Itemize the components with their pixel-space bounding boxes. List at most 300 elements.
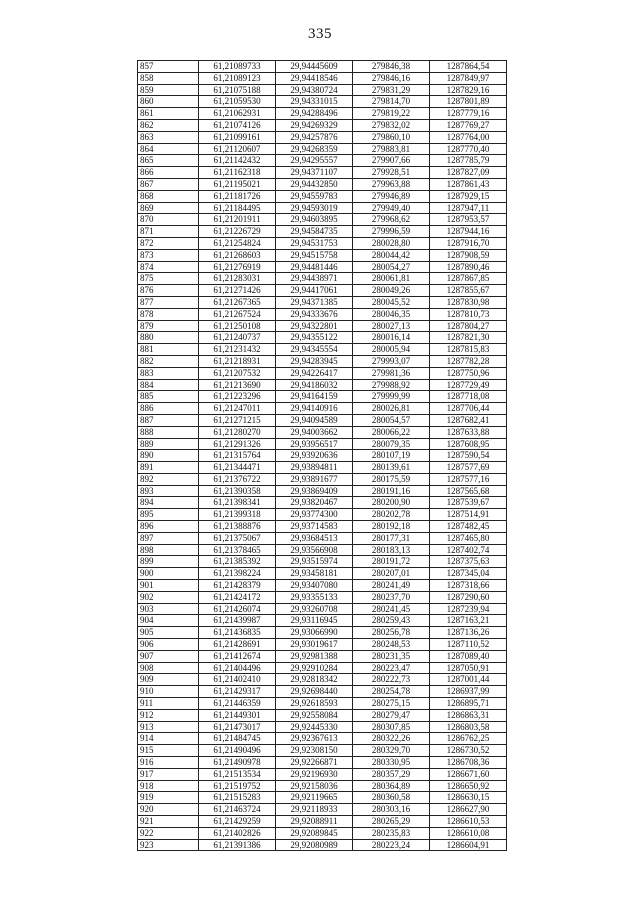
x-coordinate-cell: 280045,52 [353, 296, 430, 308]
y-coordinate-cell: 1286650,92 [430, 780, 507, 792]
point-number-cell: 921 [138, 816, 199, 828]
table-row [138, 839, 507, 851]
longitude-cell: 29,93820467 [276, 497, 353, 509]
table-row [138, 615, 507, 627]
point-number-cell: 898 [138, 544, 199, 556]
longitude-cell: 29,92698440 [276, 686, 353, 698]
y-coordinate-cell: 1287801,89 [430, 96, 507, 108]
latitude-cell: 61,21059530 [199, 96, 276, 108]
table-row [138, 332, 507, 344]
point-number-cell: 903 [138, 603, 199, 615]
x-coordinate-cell: 280222,73 [353, 674, 430, 686]
y-coordinate-cell: 1287769,27 [430, 119, 507, 131]
y-coordinate-cell: 1287239,94 [430, 603, 507, 615]
latitude-cell: 61,21388876 [199, 521, 276, 533]
point-number-cell: 857 [138, 61, 199, 73]
longitude-cell: 29,93116945 [276, 615, 353, 627]
latitude-cell: 61,21271426 [199, 285, 276, 297]
latitude-cell: 61,21181726 [199, 190, 276, 202]
point-number-cell: 891 [138, 462, 199, 474]
y-coordinate-cell: 1287482,45 [430, 521, 507, 533]
point-number-cell: 910 [138, 686, 199, 698]
y-coordinate-cell: 1287830,98 [430, 296, 507, 308]
x-coordinate-cell: 279949,40 [353, 202, 430, 214]
y-coordinate-cell: 1287750,96 [430, 367, 507, 379]
table-row [138, 674, 507, 686]
table-row [138, 273, 507, 285]
y-coordinate-cell: 1287815,83 [430, 344, 507, 356]
table-row [138, 296, 507, 308]
table-row [138, 721, 507, 733]
y-coordinate-cell: 1286630,15 [430, 792, 507, 804]
longitude-cell: 29,94593019 [276, 202, 353, 214]
table-row [138, 344, 507, 356]
y-coordinate-cell: 1287718,08 [430, 391, 507, 403]
latitude-cell: 61,21267365 [199, 296, 276, 308]
x-coordinate-cell: 280183,13 [353, 544, 430, 556]
latitude-cell: 61,21429317 [199, 686, 276, 698]
longitude-cell: 29,93407080 [276, 580, 353, 592]
point-number-cell: 865 [138, 155, 199, 167]
point-number-cell: 875 [138, 273, 199, 285]
x-coordinate-cell: 280223,47 [353, 662, 430, 674]
point-number-cell: 905 [138, 627, 199, 639]
point-number-cell: 908 [138, 662, 199, 674]
x-coordinate-cell: 280192,18 [353, 521, 430, 533]
longitude-cell: 29,94417061 [276, 285, 353, 297]
y-coordinate-cell: 1287706,44 [430, 403, 507, 415]
point-number-cell: 872 [138, 237, 199, 249]
latitude-cell: 61,21120607 [199, 143, 276, 155]
y-coordinate-cell: 1287804,27 [430, 320, 507, 332]
x-coordinate-cell: 279846,38 [353, 61, 430, 73]
table-row [138, 249, 507, 261]
table-row [138, 84, 507, 96]
longitude-cell: 29,93684513 [276, 532, 353, 544]
x-coordinate-cell: 280241,45 [353, 603, 430, 615]
point-number-cell: 919 [138, 792, 199, 804]
longitude-cell: 29,94186032 [276, 379, 353, 391]
table-row [138, 391, 507, 403]
longitude-cell: 29,92196930 [276, 768, 353, 780]
latitude-cell: 61,21213690 [199, 379, 276, 391]
latitude-cell: 61,21271215 [199, 414, 276, 426]
point-number-cell: 888 [138, 426, 199, 438]
latitude-cell: 61,21404496 [199, 662, 276, 674]
x-coordinate-cell: 279814,70 [353, 96, 430, 108]
latitude-cell: 61,21424172 [199, 591, 276, 603]
longitude-cell: 29,92308150 [276, 745, 353, 757]
x-coordinate-cell: 280027,13 [353, 320, 430, 332]
y-coordinate-cell: 1287539,67 [430, 497, 507, 509]
y-coordinate-cell: 1287944,16 [430, 226, 507, 238]
y-coordinate-cell: 1287810,73 [430, 308, 507, 320]
longitude-cell: 29,94418546 [276, 72, 353, 84]
table-row [138, 450, 507, 462]
y-coordinate-cell: 1287827,09 [430, 167, 507, 179]
point-number-cell: 876 [138, 285, 199, 297]
point-number-cell: 884 [138, 379, 199, 391]
y-coordinate-cell: 1286895,71 [430, 698, 507, 710]
table-row [138, 355, 507, 367]
table-row [138, 662, 507, 674]
longitude-cell: 29,92088911 [276, 816, 353, 828]
coordinates-table [137, 60, 507, 851]
y-coordinate-cell: 1287136,26 [430, 627, 507, 639]
y-coordinate-cell: 1287089,40 [430, 650, 507, 662]
latitude-cell: 61,21463724 [199, 804, 276, 816]
y-coordinate-cell: 1287318,66 [430, 580, 507, 592]
longitude-cell: 29,93515974 [276, 556, 353, 568]
y-coordinate-cell: 1287402,74 [430, 544, 507, 556]
x-coordinate-cell: 279996,59 [353, 226, 430, 238]
table-row [138, 509, 507, 521]
x-coordinate-cell: 280254,78 [353, 686, 430, 698]
y-coordinate-cell: 1287947,11 [430, 202, 507, 214]
longitude-cell: 29,92818342 [276, 674, 353, 686]
table-row [138, 214, 507, 226]
y-coordinate-cell: 1287001,44 [430, 674, 507, 686]
x-coordinate-cell: 280202,78 [353, 509, 430, 521]
x-coordinate-cell: 280364,89 [353, 780, 430, 792]
x-coordinate-cell: 280177,31 [353, 532, 430, 544]
latitude-cell: 61,21142432 [199, 155, 276, 167]
point-number-cell: 882 [138, 355, 199, 367]
longitude-cell: 29,92118933 [276, 804, 353, 816]
longitude-cell: 29,94380724 [276, 84, 353, 96]
table-row [138, 96, 507, 108]
latitude-cell: 61,21231432 [199, 344, 276, 356]
point-number-cell: 901 [138, 580, 199, 592]
y-coordinate-cell: 1286937,99 [430, 686, 507, 698]
x-coordinate-cell: 280265,29 [353, 816, 430, 828]
x-coordinate-cell: 280259,43 [353, 615, 430, 627]
table-row [138, 426, 507, 438]
table-row [138, 698, 507, 710]
latitude-cell: 61,21280270 [199, 426, 276, 438]
y-coordinate-cell: 1287908,59 [430, 249, 507, 261]
y-coordinate-cell: 1287764,00 [430, 131, 507, 143]
y-coordinate-cell: 1286803,58 [430, 721, 507, 733]
y-coordinate-cell: 1287608,95 [430, 438, 507, 450]
point-number-cell: 858 [138, 72, 199, 84]
x-coordinate-cell: 279968,62 [353, 214, 430, 226]
y-coordinate-cell: 1287864,54 [430, 61, 507, 73]
x-coordinate-cell: 280231,35 [353, 650, 430, 662]
point-number-cell: 886 [138, 403, 199, 415]
longitude-cell: 29,94283945 [276, 355, 353, 367]
latitude-cell: 61,21399318 [199, 509, 276, 521]
longitude-cell: 29,93566908 [276, 544, 353, 556]
point-number-cell: 915 [138, 745, 199, 757]
longitude-cell: 29,93869409 [276, 485, 353, 497]
latitude-cell: 61,21207532 [199, 367, 276, 379]
table-row [138, 568, 507, 580]
table-row [138, 167, 507, 179]
point-number-cell: 874 [138, 261, 199, 273]
longitude-cell: 29,94226417 [276, 367, 353, 379]
table-row [138, 580, 507, 592]
longitude-cell: 29,93714583 [276, 521, 353, 533]
x-coordinate-cell: 279988,92 [353, 379, 430, 391]
point-number-cell: 892 [138, 473, 199, 485]
x-coordinate-cell: 280275,15 [353, 698, 430, 710]
table-row [138, 403, 507, 415]
table-row [138, 485, 507, 497]
latitude-cell: 61,21315764 [199, 450, 276, 462]
x-coordinate-cell: 280207,01 [353, 568, 430, 580]
point-number-cell: 923 [138, 839, 199, 851]
table-row [138, 119, 507, 131]
latitude-cell: 61,21074126 [199, 119, 276, 131]
y-coordinate-cell: 1287779,16 [430, 108, 507, 120]
point-number-cell: 871 [138, 226, 199, 238]
point-number-cell: 912 [138, 709, 199, 721]
point-number-cell: 907 [138, 650, 199, 662]
x-coordinate-cell: 279883,81 [353, 143, 430, 155]
y-coordinate-cell: 1287682,41 [430, 414, 507, 426]
latitude-cell: 61,21223296 [199, 391, 276, 403]
point-number-cell: 917 [138, 768, 199, 780]
x-coordinate-cell: 280303,16 [353, 804, 430, 816]
longitude-cell: 29,92119665 [276, 792, 353, 804]
longitude-cell: 29,94531753 [276, 237, 353, 249]
longitude-cell: 29,94322801 [276, 320, 353, 332]
x-coordinate-cell: 279999,99 [353, 391, 430, 403]
table-row [138, 603, 507, 615]
table-row [138, 745, 507, 757]
y-coordinate-cell: 1287110,52 [430, 639, 507, 651]
latitude-cell: 61,21291326 [199, 438, 276, 450]
latitude-cell: 61,21449301 [199, 709, 276, 721]
y-coordinate-cell: 1287821,30 [430, 332, 507, 344]
y-coordinate-cell: 1286627,90 [430, 804, 507, 816]
x-coordinate-cell: 280049,26 [353, 285, 430, 297]
latitude-cell: 61,21195021 [199, 178, 276, 190]
point-number-cell: 873 [138, 249, 199, 261]
table-row [138, 686, 507, 698]
latitude-cell: 61,21268603 [199, 249, 276, 261]
y-coordinate-cell: 1287577,16 [430, 473, 507, 485]
y-coordinate-cell: 1287829,16 [430, 84, 507, 96]
point-number-cell: 918 [138, 780, 199, 792]
y-coordinate-cell: 1287855,67 [430, 285, 507, 297]
point-number-cell: 866 [138, 167, 199, 179]
y-coordinate-cell: 1287633,88 [430, 426, 507, 438]
latitude-cell: 61,21075188 [199, 84, 276, 96]
x-coordinate-cell: 280175,59 [353, 473, 430, 485]
table-row [138, 532, 507, 544]
x-coordinate-cell: 280357,29 [353, 768, 430, 780]
table-row [138, 190, 507, 202]
longitude-cell: 29,93066990 [276, 627, 353, 639]
x-coordinate-cell: 280330,95 [353, 757, 430, 769]
x-coordinate-cell: 279907,66 [353, 155, 430, 167]
latitude-cell: 61,21402410 [199, 674, 276, 686]
latitude-cell: 61,21378465 [199, 544, 276, 556]
table-row [138, 733, 507, 745]
x-coordinate-cell: 280241,49 [353, 580, 430, 592]
x-coordinate-cell: 279993,07 [353, 355, 430, 367]
latitude-cell: 61,21385392 [199, 556, 276, 568]
x-coordinate-cell: 279846,16 [353, 72, 430, 84]
point-number-cell: 881 [138, 344, 199, 356]
table-row [138, 768, 507, 780]
longitude-cell: 29,94355122 [276, 332, 353, 344]
latitude-cell: 61,21390358 [199, 485, 276, 497]
y-coordinate-cell: 1286604,91 [430, 839, 507, 851]
y-coordinate-cell: 1287375,63 [430, 556, 507, 568]
longitude-cell: 29,94331015 [276, 96, 353, 108]
point-number-cell: 894 [138, 497, 199, 509]
y-coordinate-cell: 1287929,15 [430, 190, 507, 202]
point-number-cell: 885 [138, 391, 199, 403]
point-number-cell: 877 [138, 296, 199, 308]
x-coordinate-cell: 280026,81 [353, 403, 430, 415]
latitude-cell: 61,21099161 [199, 131, 276, 143]
latitude-cell: 61,21240737 [199, 332, 276, 344]
coordinates-table-body [138, 61, 507, 851]
x-coordinate-cell: 280307,85 [353, 721, 430, 733]
latitude-cell: 61,21276919 [199, 261, 276, 273]
point-number-cell: 911 [138, 698, 199, 710]
y-coordinate-cell: 1287565,68 [430, 485, 507, 497]
y-coordinate-cell: 1287590,54 [430, 450, 507, 462]
table-row [138, 237, 507, 249]
x-coordinate-cell: 279946,89 [353, 190, 430, 202]
y-coordinate-cell: 1287953,57 [430, 214, 507, 226]
longitude-cell: 29,92266871 [276, 757, 353, 769]
latitude-cell: 61,21375067 [199, 532, 276, 544]
latitude-cell: 61,21184495 [199, 202, 276, 214]
table-row [138, 367, 507, 379]
table-row [138, 627, 507, 639]
longitude-cell: 29,94257876 [276, 131, 353, 143]
x-coordinate-cell: 280279,47 [353, 709, 430, 721]
table-row [138, 816, 507, 828]
point-number-cell: 862 [138, 119, 199, 131]
table-row [138, 792, 507, 804]
longitude-cell: 29,94432850 [276, 178, 353, 190]
y-coordinate-cell: 1286610,53 [430, 816, 507, 828]
table-row [138, 639, 507, 651]
y-coordinate-cell: 1287782,28 [430, 355, 507, 367]
longitude-cell: 29,92558084 [276, 709, 353, 721]
point-number-cell: 906 [138, 639, 199, 651]
latitude-cell: 61,21490496 [199, 745, 276, 757]
point-number-cell: 869 [138, 202, 199, 214]
point-number-cell: 867 [138, 178, 199, 190]
point-number-cell: 895 [138, 509, 199, 521]
y-coordinate-cell: 1287785,79 [430, 155, 507, 167]
longitude-cell: 29,92910284 [276, 662, 353, 674]
table-row [138, 556, 507, 568]
y-coordinate-cell: 1287290,60 [430, 591, 507, 603]
x-coordinate-cell: 280079,35 [353, 438, 430, 450]
x-coordinate-cell: 280016,14 [353, 332, 430, 344]
latitude-cell: 61,21484745 [199, 733, 276, 745]
x-coordinate-cell: 279963,88 [353, 178, 430, 190]
table-row [138, 414, 507, 426]
x-coordinate-cell: 279981,36 [353, 367, 430, 379]
longitude-cell: 29,94559783 [276, 190, 353, 202]
y-coordinate-cell: 1287050,91 [430, 662, 507, 674]
longitude-cell: 29,92158036 [276, 780, 353, 792]
latitude-cell: 61,21473017 [199, 721, 276, 733]
x-coordinate-cell: 280005,94 [353, 344, 430, 356]
longitude-cell: 29,93956517 [276, 438, 353, 450]
latitude-cell: 61,21426074 [199, 603, 276, 615]
x-coordinate-cell: 280329,70 [353, 745, 430, 757]
x-coordinate-cell: 280028,80 [353, 237, 430, 249]
y-coordinate-cell: 1287514,91 [430, 509, 507, 521]
point-number-cell: 868 [138, 190, 199, 202]
point-number-cell: 909 [138, 674, 199, 686]
page-number: 335 [308, 26, 332, 42]
table-row [138, 131, 507, 143]
longitude-cell: 29,93019617 [276, 639, 353, 651]
point-number-cell: 902 [138, 591, 199, 603]
latitude-cell: 61,21250108 [199, 320, 276, 332]
x-coordinate-cell: 279832,02 [353, 119, 430, 131]
latitude-cell: 61,21344471 [199, 462, 276, 474]
point-number-cell: 878 [138, 308, 199, 320]
longitude-cell: 29,94288496 [276, 108, 353, 120]
point-number-cell: 916 [138, 757, 199, 769]
x-coordinate-cell: 280139,61 [353, 462, 430, 474]
x-coordinate-cell: 280061,81 [353, 273, 430, 285]
table-row [138, 462, 507, 474]
longitude-cell: 29,94268359 [276, 143, 353, 155]
longitude-cell: 29,94445609 [276, 61, 353, 73]
table-row [138, 108, 507, 120]
point-number-cell: 900 [138, 568, 199, 580]
longitude-cell: 29,93355133 [276, 591, 353, 603]
latitude-cell: 61,21412674 [199, 650, 276, 662]
table-row [138, 438, 507, 450]
x-coordinate-cell: 280046,35 [353, 308, 430, 320]
point-number-cell: 870 [138, 214, 199, 226]
table-row [138, 72, 507, 84]
y-coordinate-cell: 1286730,52 [430, 745, 507, 757]
point-number-cell: 860 [138, 96, 199, 108]
longitude-cell: 29,92618593 [276, 698, 353, 710]
latitude-cell: 61,21089733 [199, 61, 276, 73]
x-coordinate-cell: 279831,29 [353, 84, 430, 96]
table-row [138, 473, 507, 485]
longitude-cell: 29,94371385 [276, 296, 353, 308]
longitude-cell: 29,94094589 [276, 414, 353, 426]
latitude-cell: 61,21062931 [199, 108, 276, 120]
latitude-cell: 61,21513534 [199, 768, 276, 780]
x-coordinate-cell: 280360,58 [353, 792, 430, 804]
point-number-cell: 861 [138, 108, 199, 120]
point-number-cell: 864 [138, 143, 199, 155]
table-row [138, 143, 507, 155]
y-coordinate-cell: 1287577,69 [430, 462, 507, 474]
x-coordinate-cell: 280066,22 [353, 426, 430, 438]
longitude-cell: 29,92367613 [276, 733, 353, 745]
x-coordinate-cell: 280256,78 [353, 627, 430, 639]
table-row [138, 757, 507, 769]
x-coordinate-cell: 280248,53 [353, 639, 430, 651]
table-row [138, 61, 507, 73]
longitude-cell: 29,94345554 [276, 344, 353, 356]
point-number-cell: 897 [138, 532, 199, 544]
y-coordinate-cell: 1287916,70 [430, 237, 507, 249]
table-row [138, 709, 507, 721]
latitude-cell: 61,21402826 [199, 827, 276, 839]
